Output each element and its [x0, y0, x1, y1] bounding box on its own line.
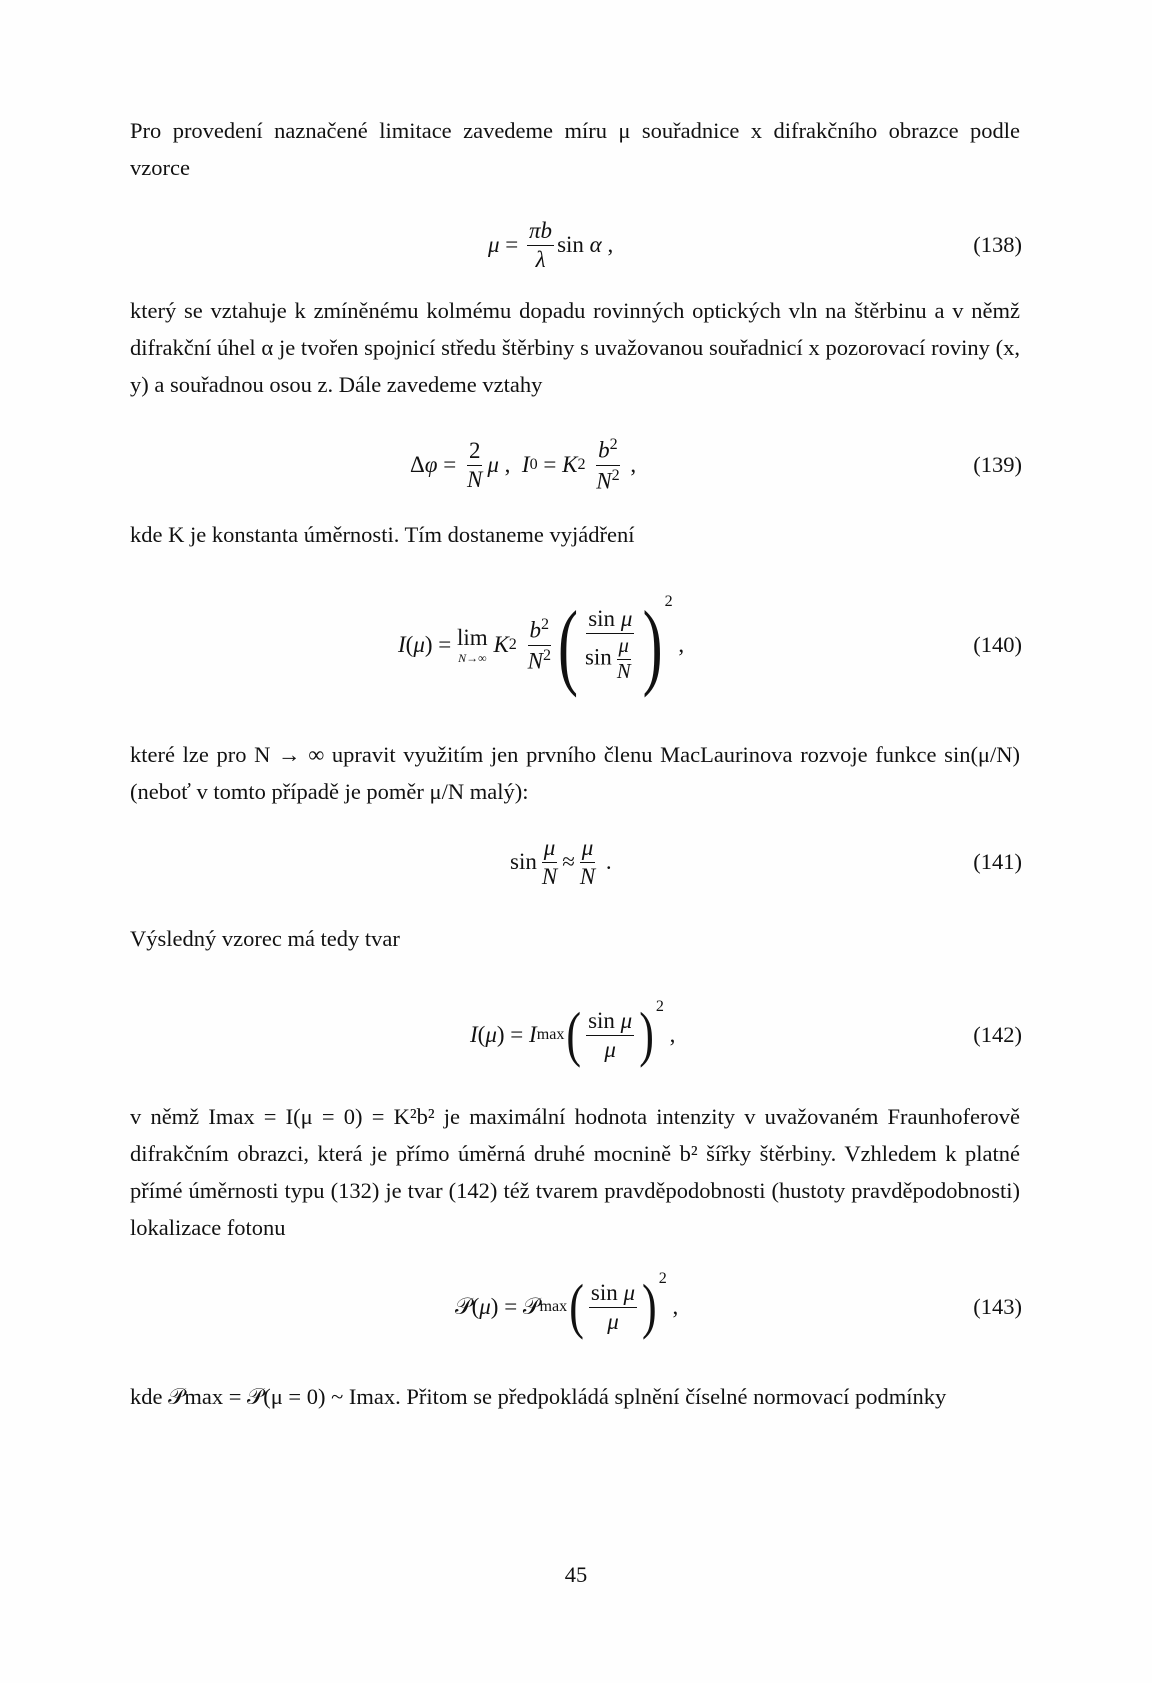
equation-139-formula: Δ φ = $\frac{2}{N}$ μ , I 0 = K 2 $\frac{b^2}{N^2}$ , [410, 436, 637, 494]
equation-138-formula: μ = $\frac{\pi b}{\lambda}$ sin α , [488, 217, 614, 272]
equation-141-formula: sin $\frac{\mu}{N}$ ≈ $\frac{\mu}{N}$ . [510, 834, 612, 889]
equation-138 [0, 205, 1152, 285]
equation-141 [0, 822, 1152, 902]
paragraph-4: které lze pro N → ∞ upravit využitím jen prvního členu MacLaurinova rozvoje funkce sin(μ/N) (neboť v tomto případě je poměr μ/N malý): [130, 742, 1020, 804]
equation-140 [0, 585, 1152, 705]
paragraph-2: který se vztahuje k zmíněnému kolmému dopadu rovinných optických vln na štěrbinu a v němž difrakční úhel α je tvořen spojnicí středu štěrbiny s uvažovanou souřadnicí x pozorovací roviny (x, y) a souřadnou osou z. Dále zavedeme vztahy [130, 298, 1020, 397]
paragraph-6: v němž Imax = I(μ = 0) = K²b² je maximální hodnota intenzity v uvažovaném Fraunhoferově difrakčním obrazci, která je přímo úměrná druhé mocnině b² šířky štěrbiny. Vzhledem k platné přímé úměrnosti typu (132) je tvar (142) též tvarem pravděpodobnosti (hustoty pravděpodobnosti) lokalizace fotonu [130, 1104, 1020, 1240]
paragraph-1: Pro provedení naznačené limitace zavedeme míru μ souřadnice x difrakčního obrazce podle vzorce [130, 118, 1020, 180]
equation-number: (143) [973, 1294, 1022, 1319]
equation-number: (141) [973, 849, 1022, 874]
equation-number: (138) [973, 232, 1022, 257]
equation-number: (139) [973, 452, 1022, 477]
paragraph-5: Výsledný vzorec má tedy tvar [130, 926, 400, 951]
paragraph-3: kde K je konstanta úměrnosti. Tím dostaneme vyjádření [130, 522, 635, 547]
equation-number: (142) [973, 1022, 1022, 1047]
equation-140-formula: I ( μ ) = lim N→∞ K 2 $\frac{b^2}{N^2}$ ( sin μ sin $\frac{\mu}{N}$ ) $^2$ , [398, 592, 685, 698]
equation-142 [0, 990, 1152, 1080]
equation-142-formula: I ( μ ) = I max ( $\frac{\text{sin μ}}{\mu}$ ) $^2$ , [470, 998, 676, 1069]
equation-139 [0, 425, 1152, 505]
equation-143 [0, 1262, 1152, 1352]
equation-number: (140) [973, 632, 1022, 657]
paragraph-7: kde 𝒫max = 𝒫(μ = 0) ~ Imax. Přitom se předpokládá splnění číselné normovací podmínky [130, 1384, 947, 1409]
page-number: 45 [564, 1562, 588, 1587]
equation-143-formula: 𝒫( μ ) = 𝒫 max ( $\frac{\text{sin μ}}{\mu}$ ) $^2$ , [455, 1270, 679, 1341]
